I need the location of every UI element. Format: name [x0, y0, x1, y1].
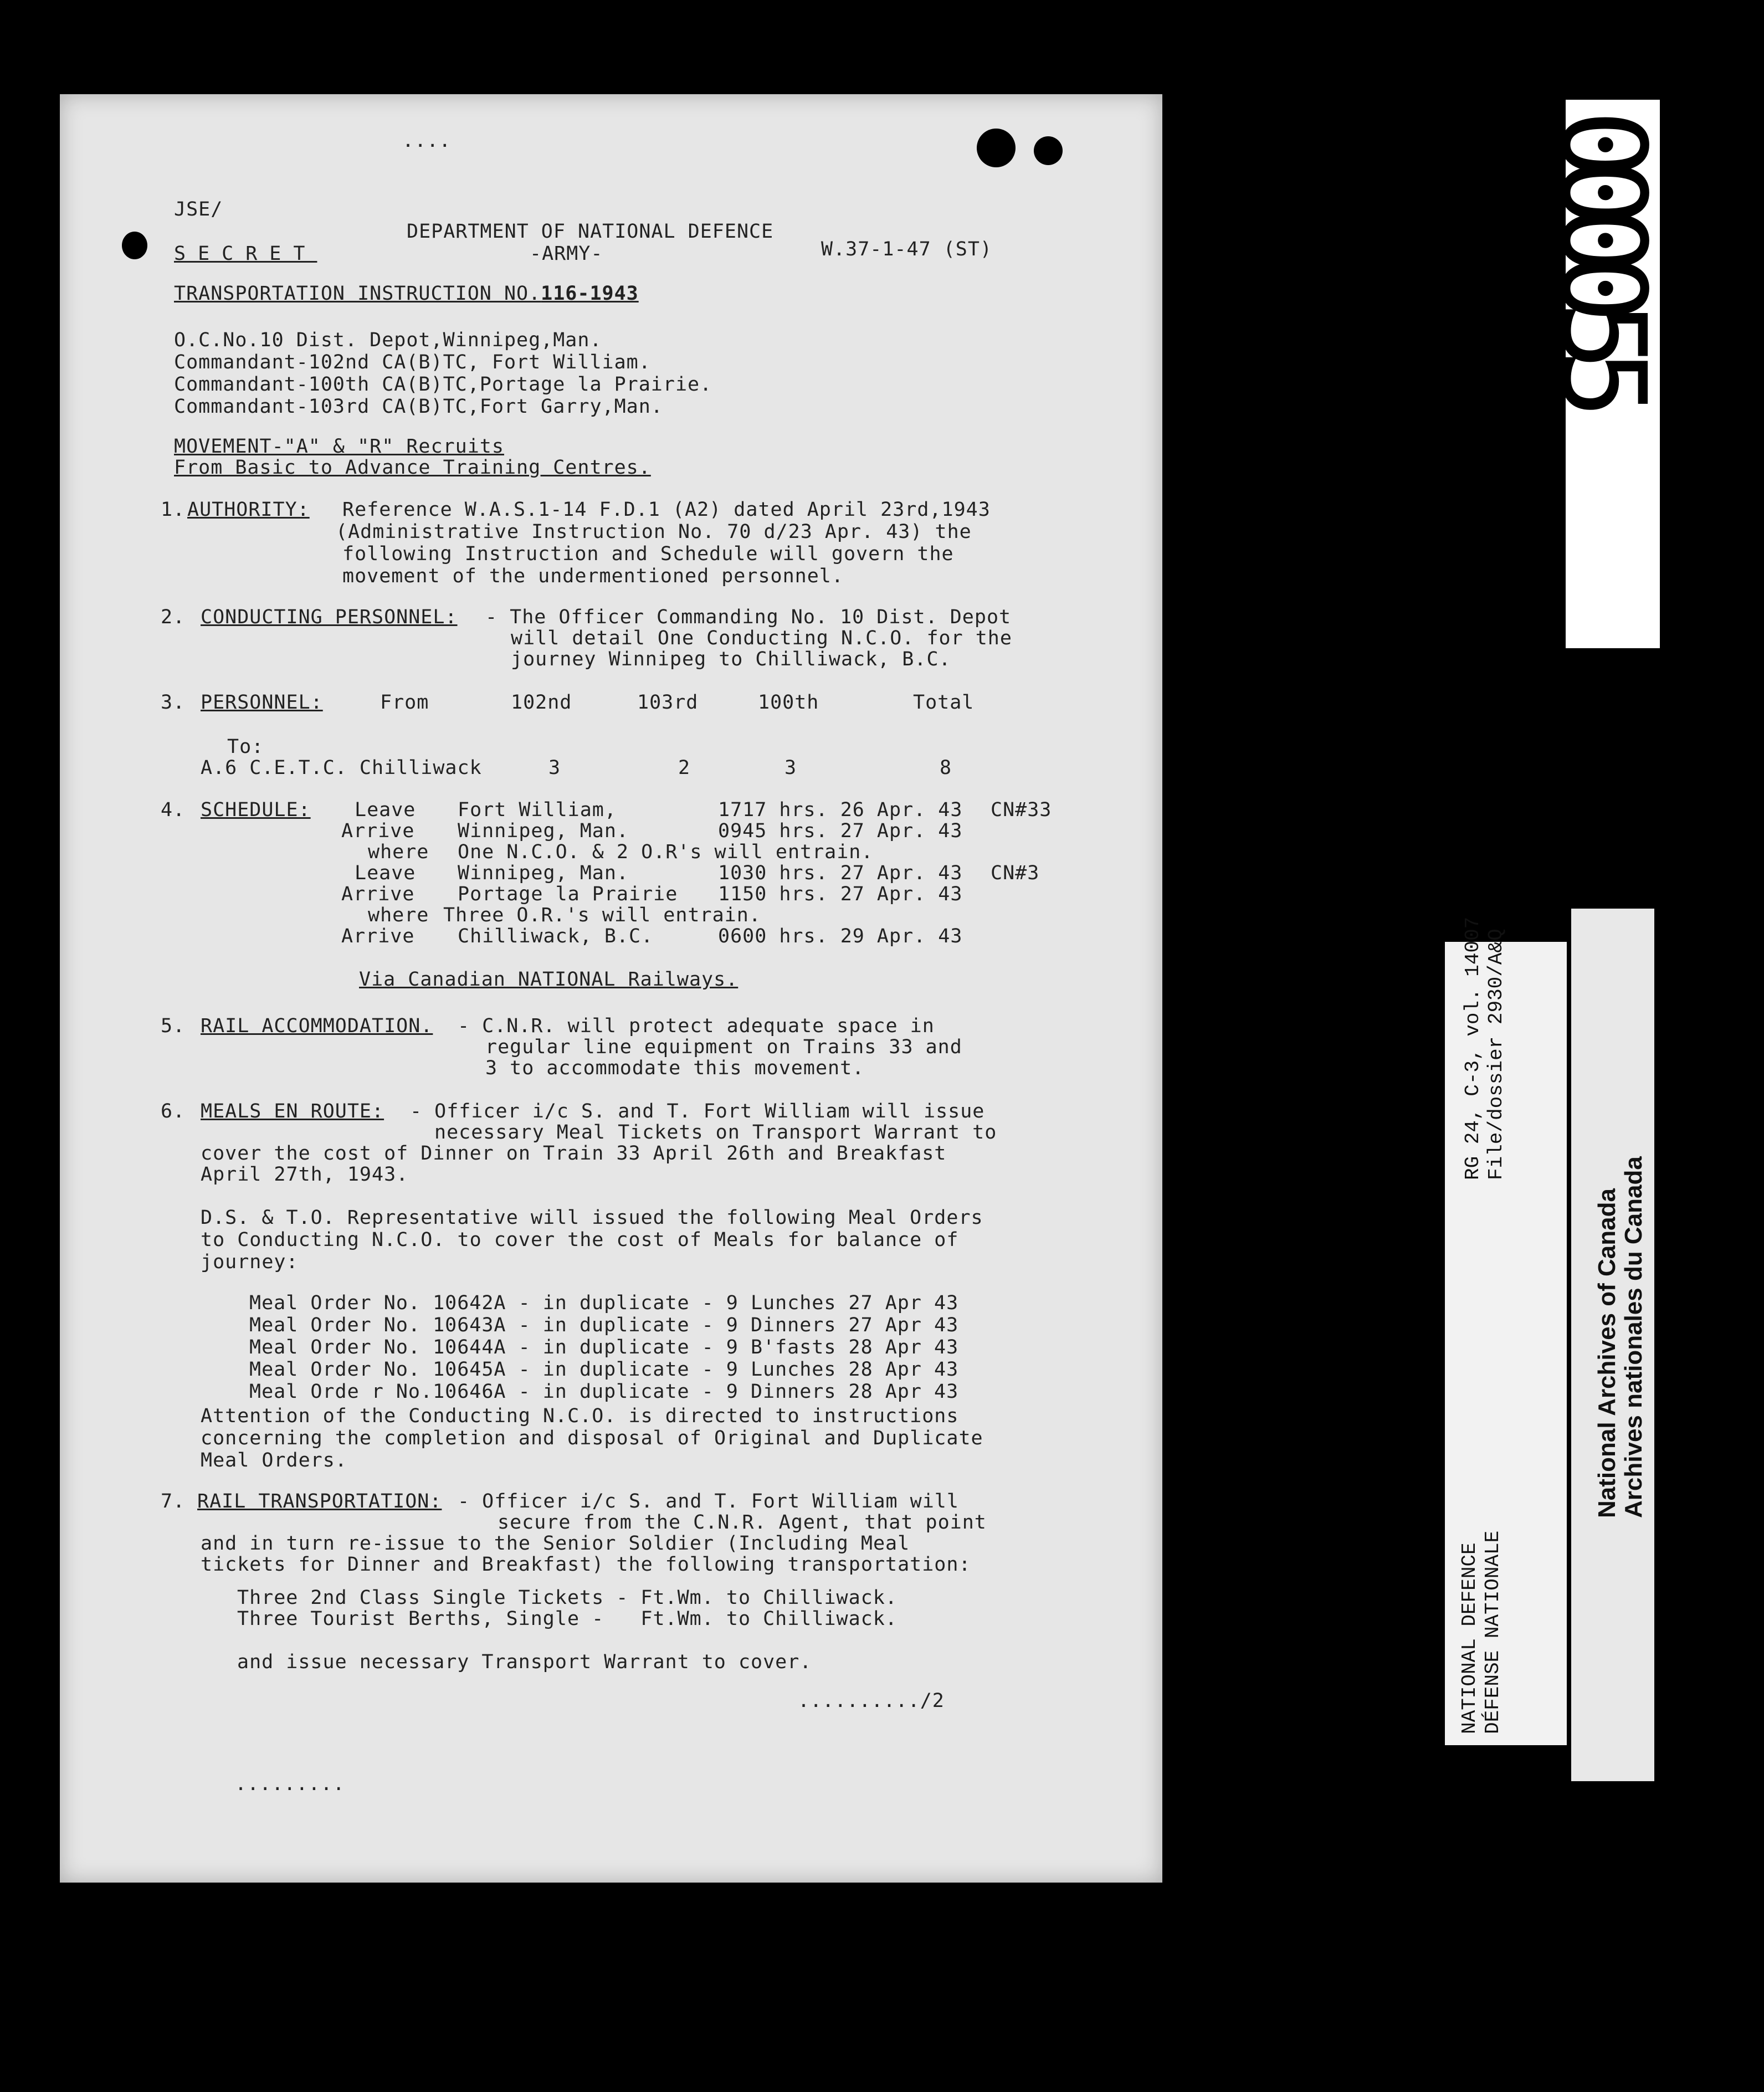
schedule-note: One N.C.O. & 2 O.R's will entrain. [458, 841, 874, 863]
schedule-time: 1717 hrs. 26 Apr. 43 [718, 799, 963, 821]
para-1-number: 1. [161, 499, 186, 521]
page-continuation: ........../2 [798, 1690, 945, 1712]
para-4-number: 4. [161, 799, 186, 821]
department-subheading: -ARMY- [530, 243, 603, 265]
department-label-fr: DÉFENSE NATIONALE [1481, 1530, 1504, 1734]
archive-ref-line-2: File/dossier 2930/A&Q [1485, 929, 1507, 1180]
text-line: journey Winnipeg to Chilliwack, B.C. [511, 648, 951, 670]
classification-secret: SECRET [174, 243, 317, 265]
para-6-heading: MEALS EN ROUTE: [201, 1100, 384, 1122]
addressee-line: Commandant-103rd CA(B)TC,Fort Garry,Man. [174, 396, 663, 418]
text-line: will detail One Conducting N.C.O. for the [511, 627, 1012, 649]
text-line: Attention of the Conducting N.C.O. is directed to instructions [201, 1405, 959, 1427]
dots-bottom: ......... [235, 1773, 345, 1795]
text-line: Meal Orders. [201, 1449, 347, 1471]
national-archives-fr: Archives nationales du Canada [1620, 1156, 1647, 1518]
text-line: and issue necessary Transport Warrant to cover. [237, 1651, 812, 1673]
meal-order-line: Meal Orde r No.10646A - in duplicate - 9 Dinners 28 Apr 43 [249, 1381, 959, 1403]
archive-ref-line-1: RG 24, C-3, vol. 14007 [1462, 916, 1484, 1180]
meal-order-line: Meal Order No. 10644A - in duplicate - 9 B'fasts 28 Apr 43 [249, 1336, 959, 1358]
column-header: From [380, 691, 429, 714]
meal-order-line: Meal Order No. 10643A - in duplicate - 9 Dinners 27 Apr 43 [249, 1314, 959, 1336]
column-header: 103rd [637, 691, 699, 714]
para-1-text [336, 499, 991, 587]
meal-order-list [249, 1292, 958, 1403]
column-header: 100th [758, 691, 819, 714]
schedule-time: 0600 hrs. 29 Apr. 43 [718, 925, 963, 947]
text-line: regular line equipment on Trains 33 and [485, 1036, 962, 1058]
reference-initials: JSE/ [174, 198, 223, 221]
column-header: Total [913, 691, 975, 714]
text-line: - The Officer Commanding No. 10 Dist. Depot [485, 606, 1012, 628]
addressee-line: Commandant-100th CA(B)TC,Portage la Prairie. [174, 373, 712, 396]
file-reference: W.37-1-47 (ST) [821, 238, 993, 260]
schedule-time: 1150 hrs. 27 Apr. 43 [718, 883, 963, 905]
para-2-heading: CONDUCTING PERSONNEL: [201, 606, 458, 628]
punch-hole [977, 129, 1016, 167]
text-line: following Instruction and Schedule will govern the [342, 543, 954, 565]
para-5-number: 5. [161, 1015, 186, 1037]
schedule-time: 0945 hrs. 27 Apr. 43 [718, 820, 963, 842]
frame-number: 000055 [1535, 110, 1671, 397]
schedule-place: Fort William, [458, 799, 617, 821]
para-6-number: 6. [161, 1100, 186, 1122]
column-header: 102nd [511, 691, 572, 714]
schedule-action: where [368, 841, 429, 863]
text-line: cover the cost of Dinner on Train 33 April 26th and Breakfast [201, 1142, 947, 1165]
subject-line-2: From Basic to Advance Training Centres. [174, 457, 651, 479]
destination-cell: A.6 C.E.T.C. Chilliwack [201, 757, 482, 779]
text-line: Reference W.A.S.1-14 F.D.1 (A2) dated April 23rd,1943 [342, 499, 991, 521]
addressee-line: Commandant-102nd CA(B)TC, Fort William. [174, 351, 651, 373]
via-railway: Via Canadian NATIONAL Railways. [359, 968, 739, 991]
meal-order-line: Meal Order No. 10645A - in duplicate - 9 Lunches 28 Apr 43 [249, 1358, 959, 1381]
text-line: - Officer i/c S. and T. Fort William will issue [410, 1100, 985, 1122]
para-7-heading: RAIL TRANSPORTATION: [197, 1490, 442, 1512]
text-line: necessary Meal Tickets on Transport Warrant to [434, 1121, 997, 1144]
text-line: - C.N.R. will protect adequate space in [458, 1015, 935, 1037]
para-3-number: 3. [161, 691, 186, 714]
ticket-line: Three 2nd Class Single Tickets - Ft.Wm. to Chilliwack. [237, 1587, 898, 1609]
schedule-action: Leave [355, 799, 416, 821]
text-line: movement of the undermentioned personnel. [342, 565, 844, 587]
para-5-heading: RAIL ACCOMMODATION. [201, 1015, 433, 1037]
text-line: (Administrative Instruction No. 70 d/23 Apr. 43) the [336, 521, 972, 543]
meal-order-line: Meal Order No. 10642A - in duplicate - 9 Lunches 27 Apr 43 [249, 1292, 959, 1314]
para-4-heading: SCHEDULE: [201, 799, 311, 821]
text-line: concerning the completion and disposal of Original and Duplicate [201, 1427, 983, 1449]
schedule-action: Arrive [341, 925, 415, 947]
text-line: and in turn re-issue to the Senior Soldier (Including Meal [201, 1532, 910, 1555]
department-label-en: NATIONAL DEFENCE [1458, 1542, 1481, 1734]
text-line: tickets for Dinner and Breakfast) the following transportation: [201, 1553, 971, 1576]
schedule-place: Winnipeg, Man. [458, 820, 629, 842]
para-6-attention [201, 1405, 983, 1471]
para-7-number: 7. [161, 1490, 186, 1512]
para-3-heading: PERSONNEL: [201, 691, 323, 714]
frame-number-strip [1535, 100, 1671, 648]
ticket-line: Three Tourist Berths, Single - Ft.Wm. to Chilliwack. [237, 1608, 898, 1630]
addressee-line: O.C.No.10 Dist. Depot,Winnipeg,Man. [174, 329, 602, 351]
schedule-action: Arrive [341, 883, 415, 905]
schedule-place: Chilliwack, B.C. [458, 925, 654, 947]
count-cell: 8 [940, 757, 952, 779]
count-cell: 2 [678, 757, 691, 779]
schedule-train: CN#3 [991, 862, 1040, 884]
text-line: - Officer i/c S. and T. Fort William will [458, 1490, 959, 1512]
dots-top: .... [402, 130, 452, 152]
para-6-meal-orders-intro [201, 1207, 983, 1273]
subject-line-1: MOVEMENT-"A" & "R" Recruits [174, 435, 504, 458]
text-line: 3 to accommodate this movement. [485, 1057, 865, 1079]
national-archives-label [1571, 909, 1654, 1781]
text-line: to Conducting N.C.O. to cover the cost of Meals for balance of [201, 1229, 959, 1251]
schedule-action: where [368, 904, 429, 926]
schedule-place: Portage la Prairie [458, 883, 678, 905]
para-1-heading: AUTHORITY: [187, 499, 310, 521]
schedule-train: CN#33 [991, 799, 1052, 821]
addressee-list [174, 329, 712, 418]
schedule-note: Three O.R.'s will entrain. [443, 904, 761, 926]
schedule-time: 1030 hrs. 27 Apr. 43 [718, 862, 963, 884]
archive-reference-label [1445, 916, 1567, 1745]
schedule-action: Arrive [341, 820, 415, 842]
count-cell: 3 [784, 757, 797, 779]
text-line: D.S. & T.O. Representative will issued the following Meal Orders [201, 1207, 983, 1229]
count-cell: 3 [548, 757, 561, 779]
text-line: April 27th, 1943. [201, 1163, 409, 1186]
punch-hole [122, 232, 147, 259]
to-label: To: [227, 736, 264, 758]
department-heading: DEPARTMENT OF NATIONAL DEFENCE [407, 221, 774, 243]
punch-hole [1034, 136, 1063, 165]
schedule-action: Leave [355, 862, 416, 884]
schedule-place: Winnipeg, Man. [458, 862, 629, 884]
text-line: journey: [201, 1251, 299, 1273]
national-archives-en: National Archives of Canada [1593, 1188, 1621, 1518]
text-line: secure from the C.N.R. Agent, that point [498, 1511, 987, 1534]
instruction-title: TRANSPORTATION INSTRUCTION NO.116-1943 [174, 283, 639, 305]
para-2-number: 2. [161, 606, 186, 628]
